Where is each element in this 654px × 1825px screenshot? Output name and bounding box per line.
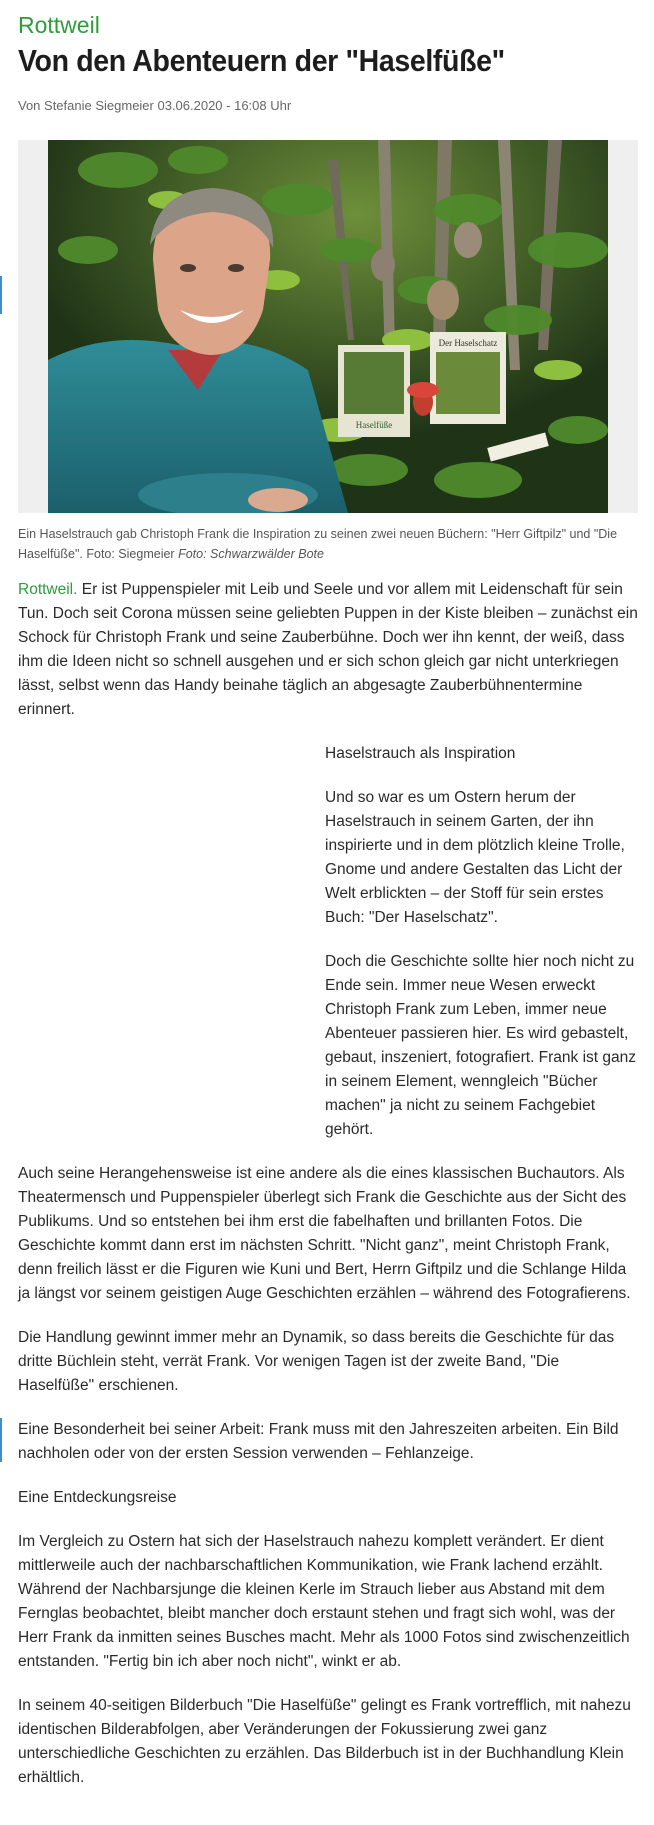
left-edge-markers [0, 0, 3, 1825]
photo-credit: Foto: Schwarzwälder Bote [178, 547, 324, 561]
paragraph: Eine Besonderheit bei seiner Arbeit: Frank muss mit den Jahreszeiten arbeiten. Ein Bild nachholen oder von der ersten Session verwenden – Fehlanzeige. [18, 1421, 619, 1462]
paragraph: Auch seine Herangehensweise ist eine andere als die eines klassischen Buchautors. Als Theatermensch und Puppenspieler überlegt sich Frank die Geschichte aus der Sicht des Publikums. Und so entstehen bei ihm erst die fabelhaften und brillanten Fotos. Die Geschichte kommt dann erst im nächsten Schritt. "Nicht ganz", meint Christoph Frank, denn freilich lässt er die Figuren wie Kuni und Bert, Herrn Giftpilz und die Schlange Hilda ja längst vor seinem geistigen Auge Geschichten erzählen – während des Fotografierens. [18, 1165, 631, 1302]
subheading: Haselstrauch als Inspiration [325, 745, 516, 762]
paragraph: Doch die Geschichte sollte hier noch nicht zu Ende sein. Immer neue Wesen erweckt Christoph Frank zum Leben, immer neue Abenteuer passieren hier. Es wird gebastelt, gebaut, inszeniert, fotografiert. Frank ist ganz in seinem Element, wenngleich "Bücher machen" ja nicht zu seinem Fachgebiet gehört. [325, 953, 637, 1138]
article-figure [18, 140, 638, 513]
dateline: Rottweil. [18, 581, 78, 598]
photo-caption [18, 524, 638, 564]
paragraph: Und so war es um Ostern herum der Haselstrauch in seinem Garten, der ihn inspirierte und in dem plötzlich kleine Trolle, Gnome und andere Gestalten das Licht der Welt erblickten – der Stoff für sein erstes Buch: "Der Haselschatz". [325, 789, 625, 926]
book-cover-title: Der Haselschatz [438, 338, 498, 348]
article-headline: Von den Abenteuern der "Haselfüße" [18, 43, 505, 78]
article-kicker[interactable]: Rottweil [18, 12, 100, 38]
lead-text: Er ist Puppenspieler mit Leib und Seele und vor allem mit Leidenschaft für sein Tun. Doch seit Corona müssen seine geliebten Puppen in der Kiste bleiben – zunächst ein Schock für Christoph Frank und seine Zauberbühne. Doch wer ihn kennt, der weiß, dass ihm die Ideen nicht so schnell ausgehen und er sich schon gleich gar nicht unterkriegen lässt, selbst wenn das Handy beinahe täglich an abgesagte Zauberbühnentermine erinnert. [18, 581, 638, 718]
article-byline: Von Stefanie Siegmeier 03.06.2020 - 16:08 Uhr [18, 98, 292, 113]
paragraph: Die Handlung gewinnt immer mehr an Dynamik, so dass bereits die Geschichte für das dritte Büchlein steht, verrät Frank. Vor wenigen Tagen ist der zweite Band, "Die Haselfüße" erschienen. [18, 1329, 615, 1394]
edge-marker [0, 276, 2, 314]
article-body [18, 578, 638, 1810]
lead-paragraph [18, 578, 638, 722]
paragraph: In seinem 40-seitigen Bilderbuch "Die Haselfüße" gelingt es Frank vortrefflich, mit nahezu identischen Bilderabfolgen, aber Veränderungen der Fokussierung zwei ganz unterschiedliche Geschichten zu erzählen. Das Bilderbuch ist in der Buchhandlung Klein erhältlich. [18, 1697, 631, 1786]
paragraph: Im Vergleich zu Ostern hat sich der Haselstrauch nahezu komplett verändert. Er dient mittlerweile auch der nachbarschaftlichen Kommunikation, wie Frank lachend erzählt. Während der Nachbarsjunge die kleinen Kerle im Strauch lieber aus Abstand mit dem Fernglas beobachtet, bleibt mancher doch erstaunt stehen und fragt sich wohl, was der Herr Frank da inmitten seines Busches macht. Mehr als 1000 Fotos sind zwischenzeitlich entstanden. "Fertig bin ich aber noch nicht", winkt er ab. [18, 1533, 630, 1670]
book-cover-title: Haselfüße [355, 420, 393, 430]
article-photo[interactable] [48, 140, 608, 513]
subheading: Eine Entdeckungsreise [18, 1489, 177, 1506]
edge-marker [0, 1418, 2, 1462]
caption-text: Ein Haselstrauch gab Christoph Frank die Inspiration zu seinen zwei neuen Büchern: "Herr Giftpilz" und "Die Haselfüße". Foto: Siegmeier [18, 527, 618, 561]
photo-illustration [48, 140, 608, 513]
ad-placeholder [18, 742, 325, 1132]
article-header [18, 10, 638, 113]
